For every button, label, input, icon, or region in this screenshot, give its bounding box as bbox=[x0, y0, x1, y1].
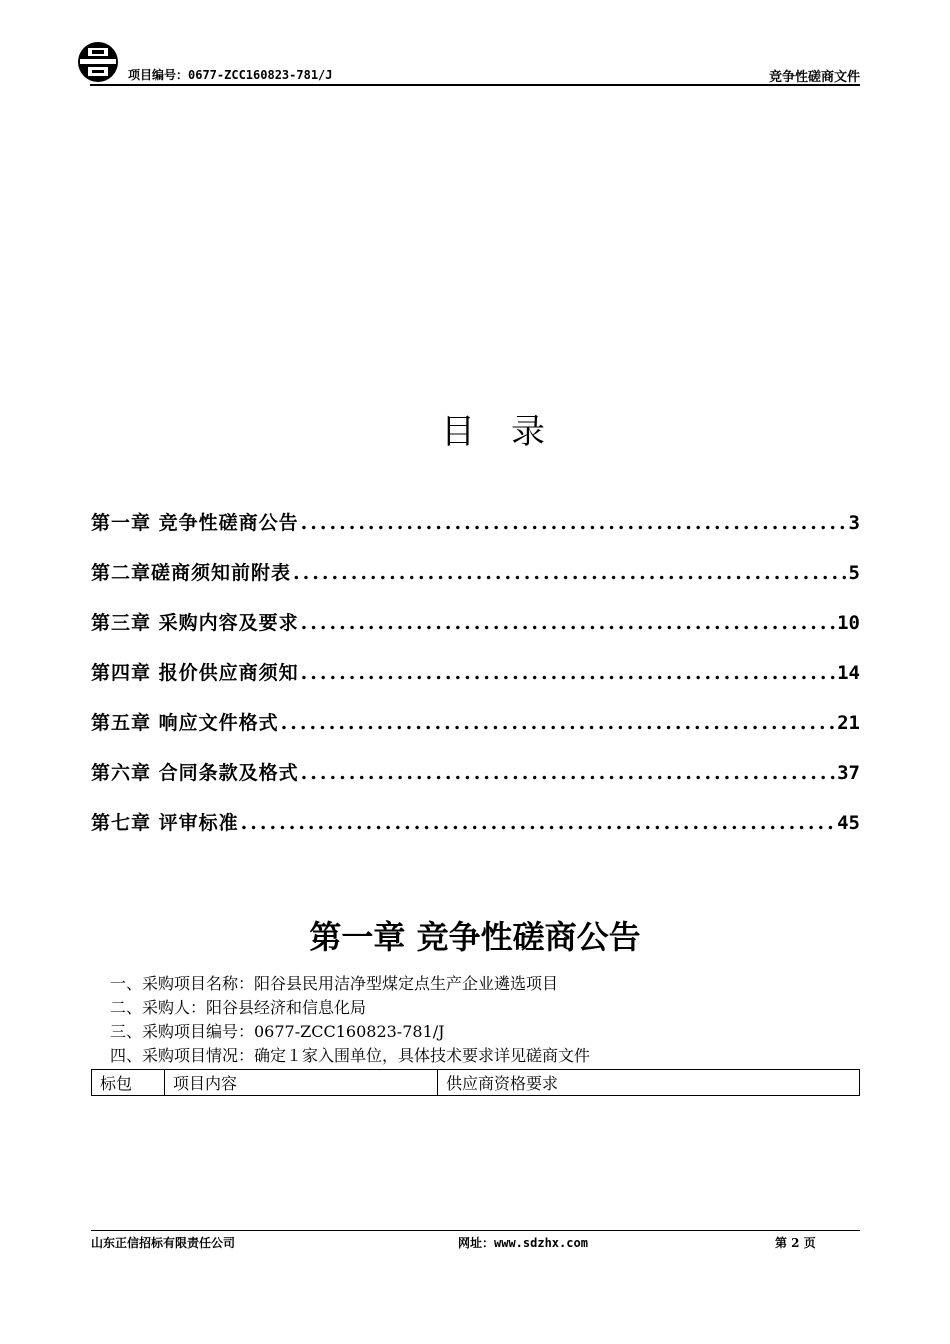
toc-entry-label: 第三章 采购内容及要求 bbox=[91, 612, 299, 634]
toc-entry-label: 第一章 竞争性磋商公告 bbox=[91, 512, 299, 534]
toc-entry-label: 第六章 合同条款及格式 bbox=[91, 762, 299, 784]
toc-entry-page: 45 bbox=[837, 812, 860, 834]
notice-line: 三、采购项目编号：0677-ZCC160823-781/J bbox=[110, 1022, 445, 1041]
toc-entry-page: 10 bbox=[837, 612, 860, 634]
footer-rule bbox=[91, 1230, 860, 1231]
toc-entry[interactable] bbox=[91, 808, 860, 858]
toc-entry-page: 3 bbox=[848, 512, 860, 534]
footer-page-number: 第 2 页 bbox=[775, 1236, 816, 1250]
notice-line: 四、采购项目情况：确定１家入围单位，具体技术要求详见磋商文件 bbox=[110, 1046, 591, 1065]
toc-leader-dots bbox=[293, 562, 847, 584]
package-table bbox=[91, 1069, 860, 1096]
header-cell: 供应商资格要求 bbox=[438, 1070, 860, 1096]
header-cell: 项目内容 bbox=[165, 1070, 438, 1096]
toc-entry-page: 5 bbox=[848, 562, 860, 584]
table-of-contents bbox=[91, 508, 860, 858]
toc-entry[interactable] bbox=[91, 658, 860, 708]
header-cell: 标包 bbox=[92, 1070, 165, 1096]
footer-website: 网址：www.sdzhx.com bbox=[458, 1236, 588, 1250]
page-header bbox=[76, 40, 860, 88]
toc-entry-label: 第七章 评审标准 bbox=[91, 812, 239, 834]
toc-entry-page: 14 bbox=[837, 662, 860, 684]
toc-entry[interactable] bbox=[91, 558, 860, 608]
footer-company: 山东正信招标有限责任公司 bbox=[91, 1236, 236, 1250]
toc-leader-dots bbox=[301, 762, 835, 784]
toc-leader-dots bbox=[281, 712, 835, 734]
toc-entry[interactable] bbox=[91, 508, 860, 558]
toc-leader-dots bbox=[241, 812, 835, 834]
toc-entry[interactable] bbox=[91, 608, 860, 658]
toc-leader-dots bbox=[301, 612, 835, 634]
toc-entry-label: 第四章 报价供应商须知 bbox=[91, 662, 299, 684]
document-type: 竞争性磋商文件 bbox=[768, 70, 860, 85]
company-logo bbox=[76, 40, 120, 84]
toc-entry[interactable] bbox=[91, 758, 860, 808]
notice-line: 一、采购项目名称：阳谷县民用洁净型煤定点生产企业遴选项目 bbox=[110, 974, 559, 993]
notice-line: 二、采购人：阳谷县经济和信息化局 bbox=[110, 998, 367, 1017]
toc-leader-dots bbox=[301, 512, 847, 534]
chapter-title: 第一章 竞争性磋商公告 bbox=[309, 918, 641, 956]
toc-title: 目录 bbox=[441, 412, 581, 452]
toc-entry-page: 37 bbox=[837, 762, 860, 784]
toc-entry-page: 21 bbox=[837, 712, 860, 734]
toc-entry[interactable] bbox=[91, 708, 860, 758]
toc-entry-label: 第二章磋商须知前附表 bbox=[91, 562, 292, 584]
toc-leader-dots bbox=[301, 662, 835, 684]
header-rule bbox=[90, 84, 860, 86]
project-number: 项目编号：0677-ZCC160823-781/J bbox=[128, 68, 333, 82]
notice-body bbox=[110, 972, 590, 1068]
toc-entry-label: 第五章 响应文件格式 bbox=[91, 712, 279, 734]
table-header-row bbox=[92, 1070, 860, 1096]
